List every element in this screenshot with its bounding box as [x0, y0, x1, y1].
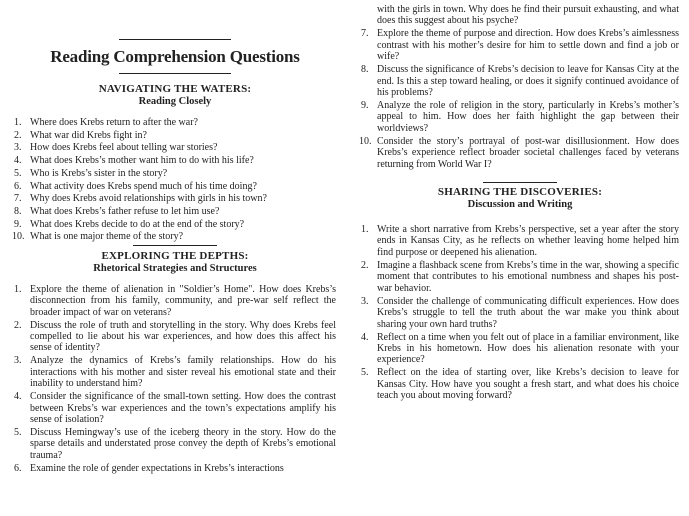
section-heading-exploring: EXPLORING THE DEPTHS: — [101, 249, 249, 262]
section-heading-navigating: NAVIGATING THE WATERS: — [98, 83, 252, 95]
list-item: 4. Reflect on a time when you felt out of place in a familiar environment, like Krebs in his hometown. How does his alienation resonate with your experience? — [361, 331, 679, 366]
list-item: 3. How does Krebs feel about telling war stories? — [14, 142, 218, 154]
list-item: 5. Reflect on the idea of starting over, like Krebs’s decision to leave for Kansas City. How have you sought a fresh start, and what does his choice teach you about moving forward? — [361, 367, 679, 402]
rhetorical-strategies-list-continued — [361, 28, 679, 170]
list-item: 7. Explore the theme of purpose and direction. How does Krebs’s aimlessness contrast with his mother’s desire for him to settle down and find a job or wife? — [361, 28, 679, 63]
rhetorical-strategies-list — [14, 284, 336, 474]
list-item: 2. What war did Krebs fight in? — [14, 129, 147, 141]
list-item: 10. What is one major theme of the story? — [12, 231, 184, 243]
list-item: 2. Imagine a flashback scene from Krebs’s time in the war, showing a specific moment that contributes to his emotional numbness and shapes his post-war behavior. — [361, 259, 679, 294]
list-item: 8. Discuss the significance of Krebs’s decision to leave for Kansas City at the end. Is this a step toward healing, or does it signify continued avoidance of his problems? — [361, 64, 679, 99]
list-item: 10. Consider the story’s portrayal of post-war disillusionment. How does Krebs’s experience reflect broader societal challenges faced by veterans returning from World War I? — [359, 135, 679, 170]
section-rule-sharing — [483, 182, 557, 183]
right-column — [361, 0, 679, 403]
list-item: 9. What does Krebs decide to do at the end of the story? — [14, 218, 245, 230]
list-item: 6. What activity does Krebs spend much of his time doing? — [14, 180, 257, 192]
list-item: 6. Examine the role of gender expectations in Krebs’s interactions — [14, 462, 284, 474]
list-item: 4. What does Krebs’s mother want him to do with his life? — [14, 155, 254, 167]
section-subheading-rhetorical: Rhetorical Strategies and Structures — [93, 262, 257, 274]
list-item: 7. Why does Krebs avoid relationships with girls in his town? — [14, 193, 267, 205]
list-item: 5. Discuss Hemingway’s use of the iceberg theory in the story. How do the sparse details and understated prose convey the depth of Krebs’s emotional trauma? — [14, 426, 336, 461]
list-item: 4. Consider the significance of the small-town setting. How does the contrast between Krebs’s war experiences and the town’s expectations amplify his sense of isolation? — [14, 391, 336, 425]
list-item: 9. Analyze the role of religion in the story, particularly in Krebs’s mother’s appeal to him. How does her faith highlight the gap between their worldviews? — [361, 100, 679, 134]
left-column — [14, 0, 336, 476]
title-rule-bottom — [119, 73, 231, 74]
discussion-writing-list — [361, 224, 679, 401]
section-rule-exploring — [133, 245, 217, 246]
section-subheading-discussion: Discussion and Writing — [467, 199, 573, 211]
list-item: 3. Consider the challenge of communicating difficult experiences. How does Krebs’s struggle to tell the truth about the war make you think about sharing your own hard truths? — [361, 295, 679, 330]
list-item: 1. Write a short narrative from Krebs’s perspective, set a year after the story ends in Kansas City, as he reflects on whether leaving home helped him find purpose or deepened his alienation. — [361, 224, 679, 258]
section-subheading-reading-closely: Reading Closely — [138, 96, 212, 107]
list-item: 1. Explore the theme of alienation in "Soldier’s Home". How does Krebs’s disconnection from his family, community, and pre-war self reflect the broader impact of war on veterans? — [14, 283, 336, 318]
list-item: 5. Who is Krebs’s sister in the story? — [14, 167, 168, 179]
title-rule-top — [119, 39, 231, 40]
page-title: Reading Comprehension Questions — [50, 47, 300, 66]
section-heading-sharing: SHARING THE DISCOVERIES: — [437, 186, 603, 199]
continued-item-text: with the girls in town. Why does he find their pursuit exhausting, and what does this suggest about his psyche? — [377, 4, 679, 27]
reading-closely-list — [14, 117, 336, 243]
list-item: 2. Discuss the role of truth and storytelling in the story. Why does Krebs feel compelled to lie about his war experiences, and how does this affect his sense of identity? — [14, 319, 336, 354]
list-item: 1. Where does Krebs return to after the war? — [14, 117, 198, 128]
list-item: 8. What does Krebs’s father refuse to let him use? — [14, 205, 220, 217]
list-item: 3. Analyze the dynamics of Krebs’s family relationships. How do his interactions with his mother and sister reveal his emotional state and their inability to understand him? — [14, 355, 336, 390]
